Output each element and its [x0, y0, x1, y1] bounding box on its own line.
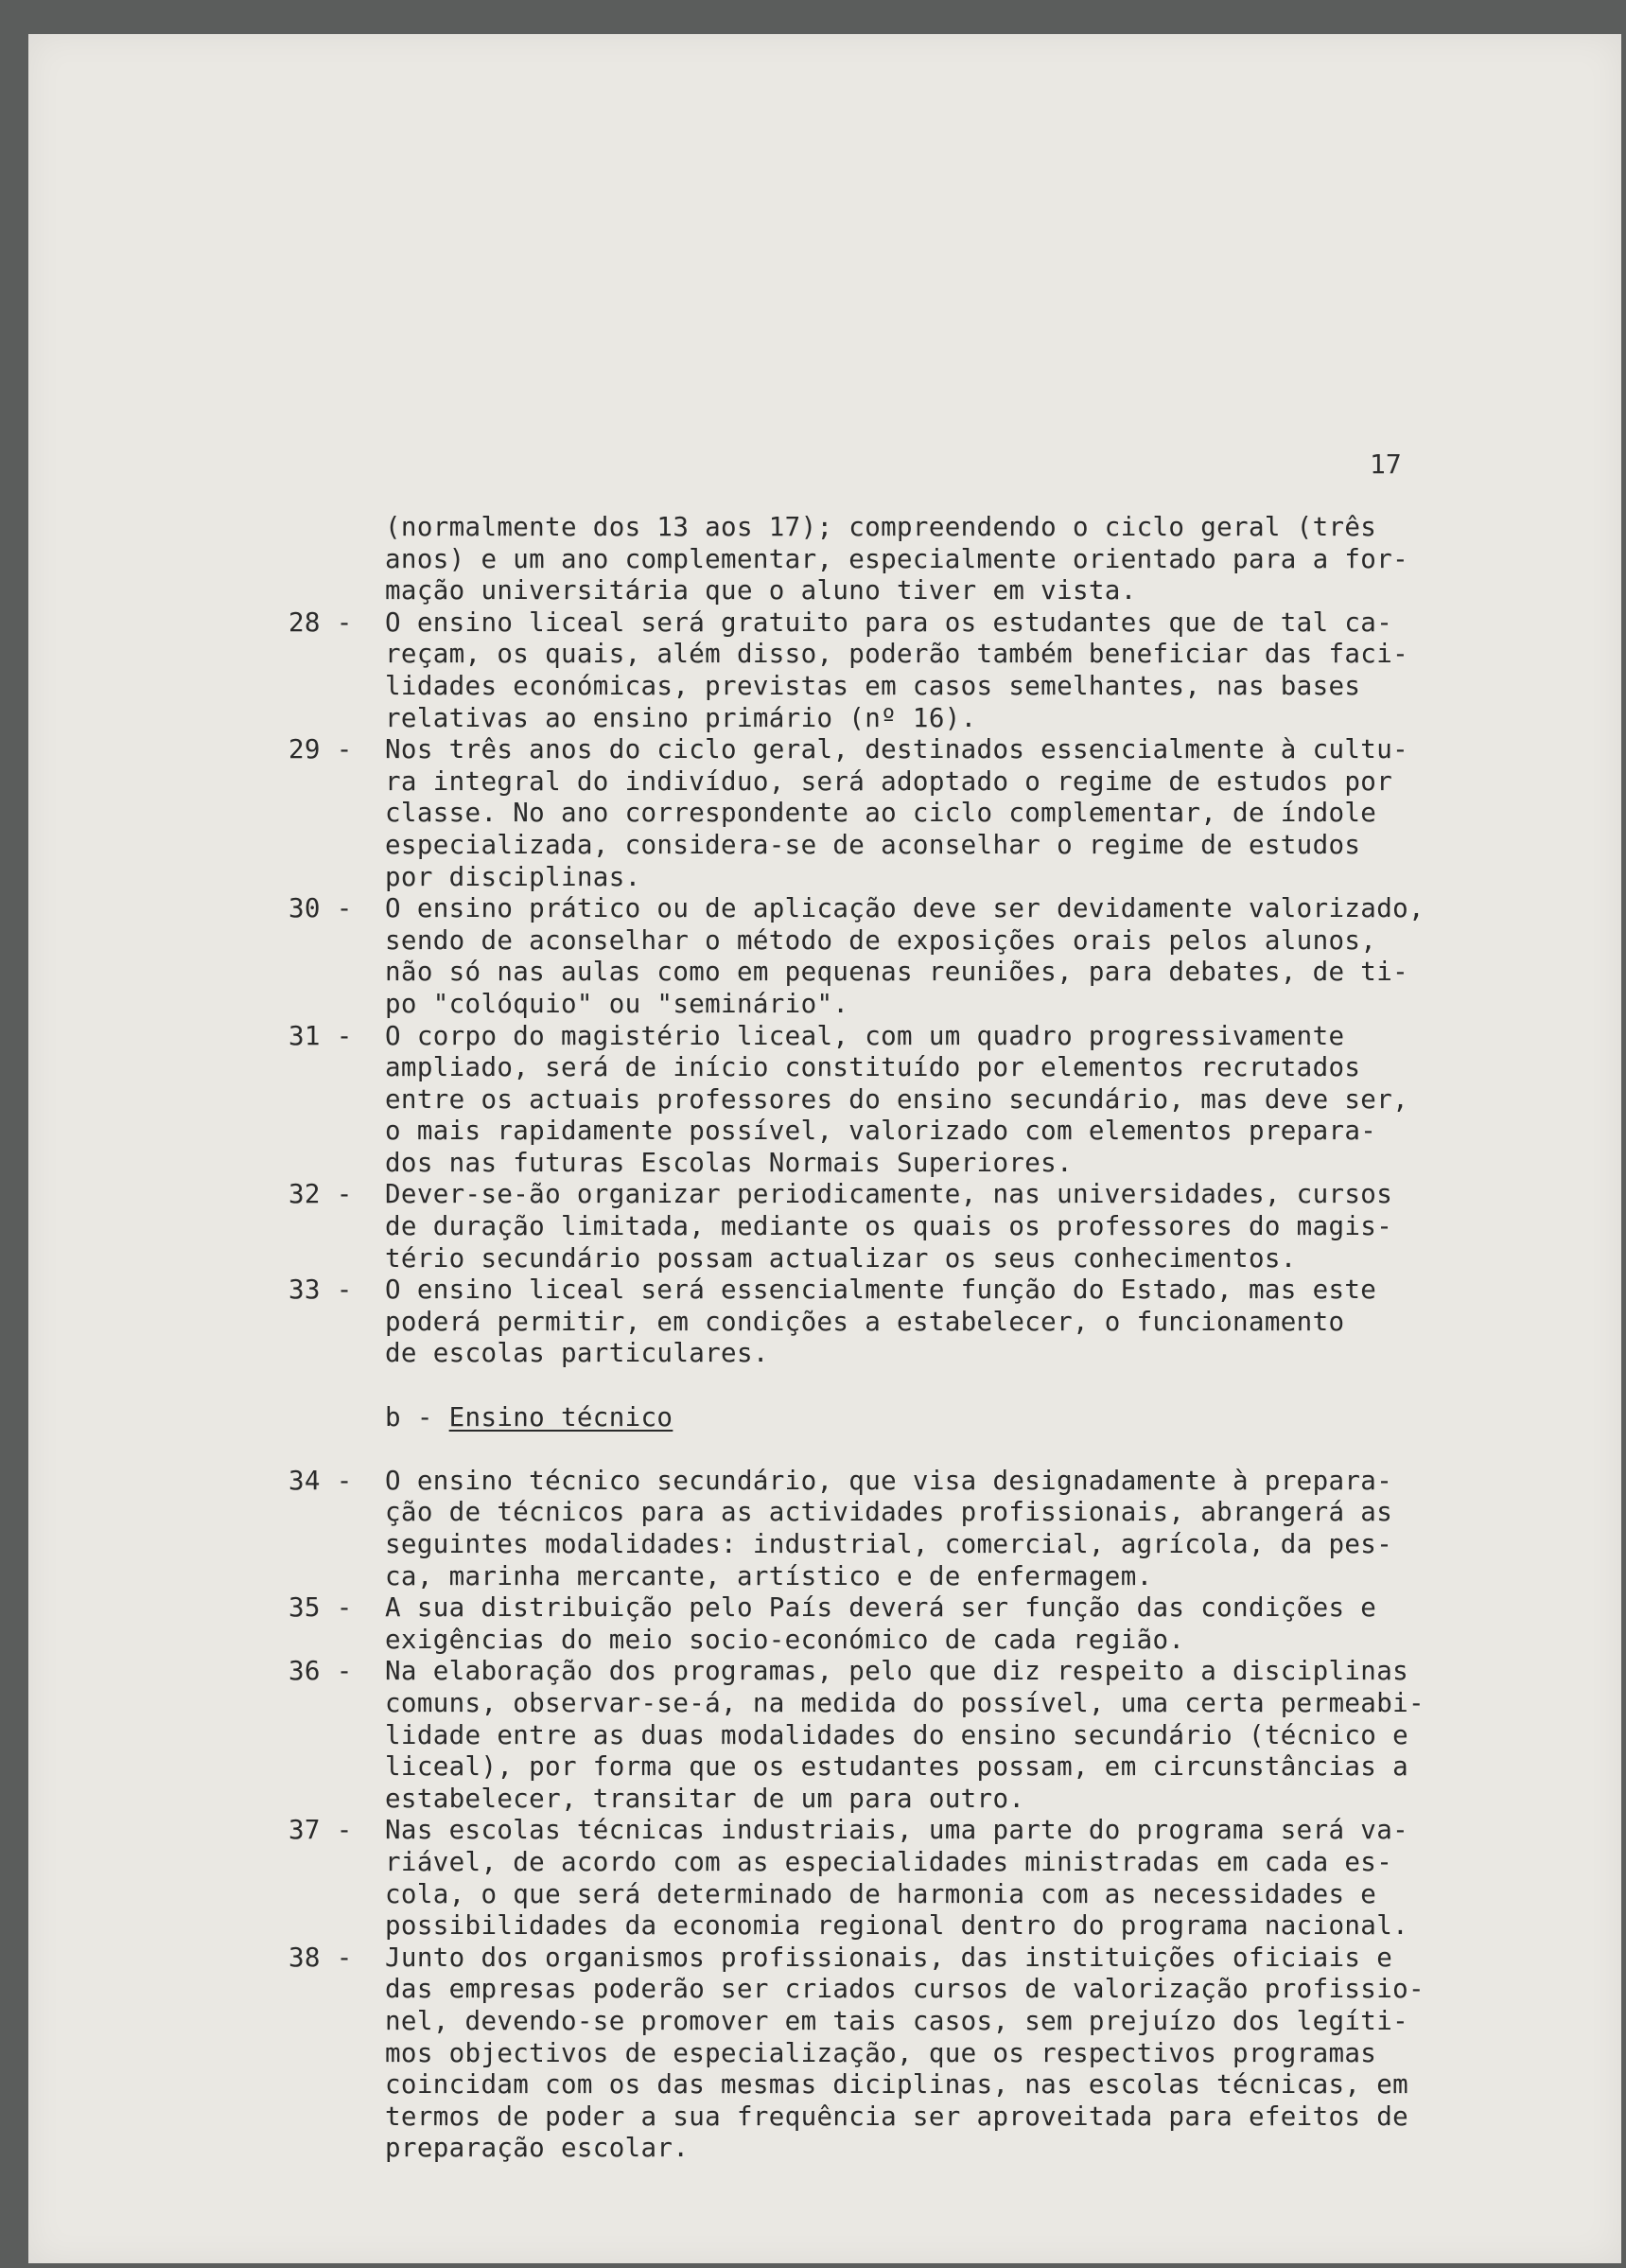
numbered-item: [288, 893, 1485, 1020]
item-number: 38 -: [288, 1942, 353, 1973]
item-number: 37 -: [288, 1815, 353, 1846]
text-line: Junto dos organismos profissionais, das instituições oficiais e: [385, 1942, 1393, 1973]
item-body: [385, 1656, 1485, 1815]
item-body: [385, 1815, 1485, 1942]
text-line: dos nas futuras Escolas Normais Superiores.: [385, 1147, 1073, 1178]
item-number: 31 -: [288, 1020, 353, 1051]
numbered-item: [288, 1942, 1485, 2165]
numbered-item: [288, 607, 1485, 734]
text-line: Nos três anos do ciclo geral, destinados essencialmente à cultu-: [385, 734, 1409, 765]
text-line: nel, devendo-se promover em tais casos, sem prejuízo dos legíti-: [385, 2005, 1409, 2036]
text-line: por disciplinas.: [385, 861, 641, 892]
text-line: seguintes modalidades: industrial, comercial, agrícola, da pes-: [385, 1529, 1393, 1559]
text-line: O ensino liceal será gratuito para os estudantes que de tal ca-: [385, 607, 1393, 638]
item-body: [385, 1021, 1485, 1180]
text-line: o mais rapidamente possível, valorizado com elementos prepara-: [385, 1116, 1377, 1147]
text-line: O corpo do magistério liceal, com um quadro progressivamente: [385, 1020, 1345, 1051]
item-body: [385, 607, 1485, 734]
numbered-item: [288, 1465, 1485, 1592]
numbered-item: [288, 1020, 1485, 1180]
item-number: 29 -: [288, 734, 353, 765]
text-line: exigências do meio socio-económico de cada região.: [385, 1624, 1185, 1655]
text-line: liceal), por forma que os estudantes possam, em circunstâncias a: [385, 1751, 1409, 1783]
numbered-item: [288, 1179, 1485, 1275]
text-line: classe. No ano correspondente ao ciclo complementar, de índole: [385, 798, 1377, 829]
text-line: coincidam com os das mesmas diciplinas, nas escolas técnicas, em: [385, 2069, 1409, 2101]
text-line: riável, de acordo com as especialidades ministradas em cada es-: [385, 1846, 1393, 1877]
text-line: ca, marinha mercante, artístico e de enfermagem.: [385, 1560, 1153, 1591]
item-body: [385, 893, 1485, 1020]
text-line: cola, o que será determinado de harmonia com as necessidades e: [385, 1878, 1377, 1909]
text-line: mos objectivos de especialização, que os respectivos programas: [385, 2037, 1377, 2068]
item-body: [385, 1466, 1485, 1592]
numbered-item: [288, 1592, 1485, 1656]
item-number: 30 -: [288, 893, 353, 924]
text-line: de duração limitada, mediante os quais os professores do magis-: [385, 1211, 1393, 1242]
item-body: [385, 1275, 1485, 1370]
text-line: lidades económicas, previstas em casos semelhantes, nas bases: [385, 670, 1361, 701]
text-line: O ensino técnico secundário, que visa designadamente à prepara-: [385, 1465, 1393, 1496]
item-number: 28 -: [288, 607, 353, 638]
document-page: [28, 34, 1621, 2263]
item-body: [385, 734, 1485, 893]
items-section-a: [288, 607, 1485, 1370]
document-text: [288, 512, 1485, 2165]
text-line: preparação escolar.: [385, 2133, 690, 2164]
text-line: poderá permitir, em condições a estabelecer, o funcionamento: [385, 1306, 1345, 1337]
section-title: Ensino técnico: [448, 1401, 673, 1433]
text-line: po "colóquio" ou "seminário".: [385, 988, 849, 1019]
item-number: 35 -: [288, 1592, 353, 1624]
text-line: não só nas aulas como em pequenas reuniões, para debates, de ti-: [385, 957, 1409, 988]
text-line: entre os actuais professores do ensino secundário, mas deve ser,: [385, 1083, 1409, 1115]
text-line: lidade entre as duas modalidades do ensino secundário (técnico e: [385, 1719, 1409, 1750]
text-line: ção de técnicos para as actividades profissionais, abrangerá as: [385, 1497, 1393, 1528]
numbered-item: [288, 1275, 1485, 1370]
section-heading-b: [385, 1402, 1485, 1434]
item-body: [385, 1943, 1485, 2165]
text-line: estabelecer, transitar de um para outro.: [385, 1783, 1025, 1814]
item-number: 33 -: [288, 1275, 353, 1306]
items-section-b: [288, 1465, 1485, 2165]
item-number: 32 -: [288, 1179, 353, 1210]
intro-paragraph: [385, 512, 1485, 607]
text-line: Nas escolas técnicas industriais, uma parte do programa será va-: [385, 1815, 1409, 1846]
text-line: O ensino liceal será essencialmente função do Estado, mas este: [385, 1275, 1377, 1306]
text-line: anos) e um ano complementar, especialmente orientado para a for-: [385, 543, 1409, 574]
item-number: 36 -: [288, 1656, 353, 1687]
text-line: reçam, os quais, além disso, poderão também beneficiar das faci-: [385, 639, 1409, 670]
text-line: (normalmente dos 13 aos 17); compreendendo o ciclo geral (três: [385, 512, 1377, 542]
section-prefix: b -: [385, 1401, 449, 1433]
text-line: termos de poder a sua frequência ser aproveitada para efeitos de: [385, 2101, 1409, 2132]
text-line: ra integral do indivíduo, será adoptado o regime de estudos por: [385, 765, 1393, 797]
text-line: tério secundário possam actualizar os seus conhecimentos.: [385, 1242, 1297, 1274]
text-line: A sua distribuição pelo País deverá ser função das condições e: [385, 1592, 1377, 1624]
text-line: Na elaboração dos programas, pelo que diz respeito a disciplinas: [385, 1656, 1409, 1687]
text-line: possibilidades da economia regional dentro do programa nacional.: [385, 1910, 1409, 1942]
text-line: sendo de aconselhar o método de exposições orais pelos alunos,: [385, 924, 1377, 956]
text-line: de escolas particulares.: [385, 1338, 769, 1369]
text-line: das empresas poderão ser criados cursos de valorização profissio-: [385, 1974, 1425, 2005]
numbered-item: [288, 1815, 1485, 1942]
item-body: [385, 1179, 1485, 1275]
text-line: ampliado, será de início constituído por elementos recrutados: [385, 1052, 1361, 1083]
text-line: comuns, observar-se-á, na medida do possível, uma certa permeabi-: [385, 1687, 1425, 1718]
text-line: relativas ao ensino primário (nº 16).: [385, 702, 977, 733]
numbered-item: [288, 1656, 1485, 1815]
text-line: especializada, considera-se de aconselhar o regime de estudos: [385, 829, 1361, 860]
text-line: O ensino prático ou de aplicação deve ser devidamente valorizado,: [385, 893, 1425, 924]
text-line: Dever-se-ão organizar periodicamente, nas universidades, cursos: [385, 1179, 1393, 1210]
item-body: [385, 1592, 1485, 1656]
page-number: 17: [1370, 448, 1402, 480]
numbered-item: [288, 734, 1485, 893]
item-number: 34 -: [288, 1465, 353, 1496]
text-line: mação universitária que o aluno tiver em vista.: [385, 575, 1137, 607]
